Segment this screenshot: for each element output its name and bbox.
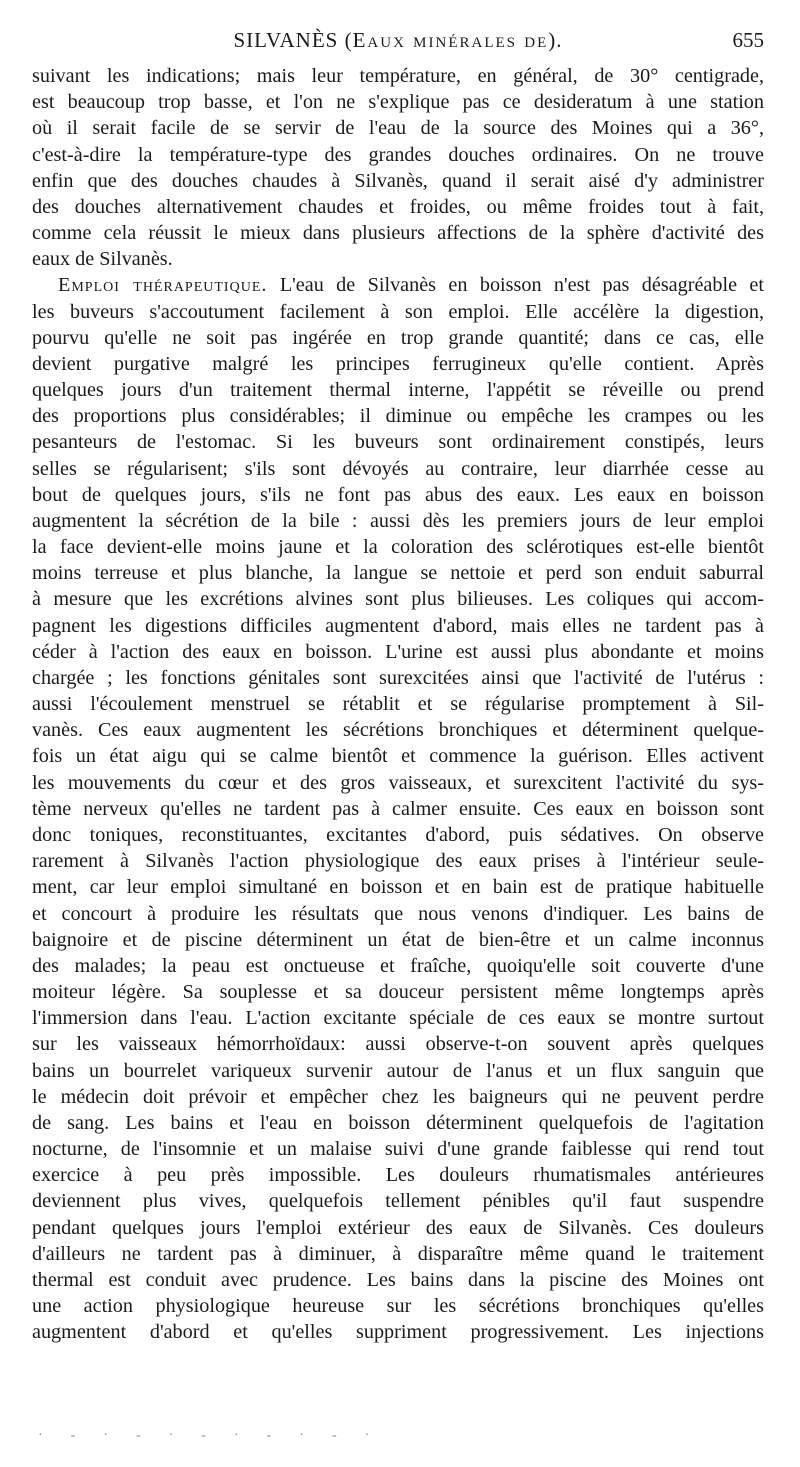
text-line: c'est-à-dire la température-type des grandes douches ordinaires. On ne trouve bbox=[32, 143, 764, 166]
text-line: l'immersion dans l'eau. L'action excitante spéciale de ces eaux se montre surtout bbox=[32, 1007, 764, 1030]
text-line: les buveurs s'accoutument facilement à son emploi. Elle accélère la digestion, bbox=[32, 300, 764, 323]
running-header bbox=[32, 28, 764, 54]
text-line: pagnent les digestions difficiles augmentent d'abord, mais elles ne tardent pas à bbox=[32, 614, 764, 637]
text-line: moiteur légère. Sa souplesse et sa douceur persistent même longtemps après bbox=[32, 981, 764, 1004]
body-text bbox=[32, 63, 764, 1345]
text-line: et concourt à produire les résultats que nous venons d'indiquer. Les bains de bbox=[32, 902, 764, 925]
text-line: des proportions plus considérables; il diminue ou empêche les crampes ou les bbox=[32, 405, 764, 428]
text-line: donc toniques, reconstituantes, excitantes d'abord, puis sédatives. On observe bbox=[32, 823, 764, 846]
text-line: pendant quelques jours l'emploi extérieur des eaux de Silvanès. Ces douleurs bbox=[32, 1216, 764, 1239]
page-number: 655 bbox=[732, 28, 764, 52]
text-line: de sang. Les bains et l'eau en boisson déterminent quelquefois de l'agitation bbox=[32, 1111, 764, 1134]
text-line: baignoire et de piscine déterminent un état de bien-être et un calme inconnus bbox=[32, 928, 764, 951]
text-line: selles se régularisent; s'ils sont dévoyés au contraire, leur diarrhée cesse au bbox=[32, 457, 764, 480]
title-main: SILVANÈS ( bbox=[233, 28, 353, 52]
text-line: enfin que des douches chaudes à Silvanès, quand il serait aisé d'y administrer bbox=[32, 169, 764, 192]
section-first-line bbox=[32, 272, 764, 298]
text-line: est beaucoup trop basse, et l'on ne s'explique pas ce desideratum à une station bbox=[32, 91, 764, 114]
text-line: à mesure que les excrétions alvines sont plus bilieuses. Les coliques qui accom- bbox=[32, 588, 764, 611]
section-title: Emploi thérapeutique. bbox=[58, 274, 268, 297]
text-line: aussi l'écoulement menstruel se rétablit et se régularise promptement à Sil- bbox=[32, 693, 764, 716]
text-line: eaux de Silvanès. bbox=[32, 248, 173, 271]
text-line: les mouvements du cœur et des gros vaisseaux, et surexcitent l'activité du sys- bbox=[32, 771, 764, 794]
section-first-line-text: L'eau de Silvanès en boisson n'est pas désagréable et bbox=[279, 274, 764, 297]
text-line: des douches alternativement chaudes et froides, ou même froides tout à fait, bbox=[32, 195, 764, 218]
text-line: fois un état aigu qui se calme bientôt et commence la guérison. Elles activent bbox=[32, 745, 764, 768]
text-line: suivant les indications; mais leur température, en général, de 30° centigrade, bbox=[32, 65, 764, 87]
title-small-caps: Eaux minérales de bbox=[352, 28, 549, 52]
title-end: ). bbox=[548, 28, 563, 52]
text-line: où il serait facile de se servir de l'eau de la source des Moines qui a 36°, bbox=[32, 117, 764, 140]
text-line: deviennent plus vives, quelquefois tellement pénibles qu'il faut suspendre bbox=[32, 1190, 764, 1213]
text-line: pourvu qu'elle ne soit pas ingérée en trop grande quantité; dans ce cas, elle bbox=[32, 326, 764, 349]
text-line: pesanteurs de l'estomac. Si les buveurs sont ordinairement constipés, leurs bbox=[32, 431, 764, 454]
text-line: bout de quelques jours, s'ils ne font pas abus des eaux. Les eaux en boisson bbox=[32, 483, 764, 506]
text-line: devient purgative malgré les principes ferrugineux qu'elle contient. Après bbox=[32, 352, 764, 375]
text-line: quelques jours d'un traitement thermal interne, l'appétit se réveille ou prend bbox=[32, 379, 764, 402]
text-line: rarement à Silvanès l'action physiologique des eaux prises à l'intérieur seule- bbox=[32, 850, 764, 873]
text-line: des malades; la peau est onctueuse et fraîche, quoiqu'elle soit couverte d'une bbox=[32, 954, 764, 977]
scan-artifact-marks: ·-·-·-·-·-· bbox=[38, 1428, 398, 1443]
text-line: céder à l'action des eaux en boisson. L'urine est aussi plus abondante et moins bbox=[32, 640, 764, 663]
text-line: exercice à peu près impossible. Les douleurs rhumatismales antérieures bbox=[32, 1164, 764, 1187]
text-line: vanès. Ces eaux augmentent les sécrétions bronchiques et déterminent quelque- bbox=[32, 719, 764, 742]
text-line: bains un bourrelet variqueux survenir autour de l'anus et un flux sanguin que bbox=[32, 1059, 764, 1082]
text-line: comme cela réussit le mieux dans plusieurs affections de la sphère d'activité des bbox=[32, 222, 764, 245]
text-line: la face devient-elle moins jaune et la coloration des sclérotiques est-elle bientôt bbox=[32, 536, 764, 559]
text-line: d'ailleurs ne tardent pas à diminuer, à disparaître même quand le traitement bbox=[32, 1242, 764, 1265]
text-line: chargée ; les fonctions génitales sont surexcitées ainsi que l'activité de l'utérus : bbox=[32, 666, 764, 689]
text-line: ment, car leur emploi simultané en boisson et en bain est de pratique habituelle bbox=[32, 876, 764, 899]
text-line: moins terreuse et plus blanche, la langue se nettoie et perd son enduit saburral bbox=[32, 562, 764, 585]
text-line: une action physiologique heureuse sur les sécrétions bronchiques qu'elles bbox=[32, 1295, 764, 1318]
text-line: thermal est conduit avec prudence. Les bains dans la piscine des Moines ont bbox=[32, 1268, 764, 1291]
text-line: augmentent d'abord et qu'elles suppriment progressivement. Les injections bbox=[32, 1321, 764, 1344]
text-line: augmentent la sécrétion de la bile : aussi dès les premiers jours de leur emploi bbox=[32, 509, 764, 532]
text-line: le médecin doit prévoir et empêcher chez les baigneurs qui ne peuvent perdre bbox=[32, 1085, 764, 1108]
text-line: tème nerveux qu'elles ne tardent pas à calmer ensuite. Ces eaux en boisson sont bbox=[32, 797, 764, 820]
text-line: sur les vaisseaux hémorrhoïdaux: aussi observe-t-on souvent après quelques bbox=[32, 1033, 764, 1056]
text-line: nocturne, de l'insomnie et un malaise suivi d'une grande faiblesse qui rend tout bbox=[32, 1138, 764, 1161]
running-title bbox=[32, 28, 764, 53]
